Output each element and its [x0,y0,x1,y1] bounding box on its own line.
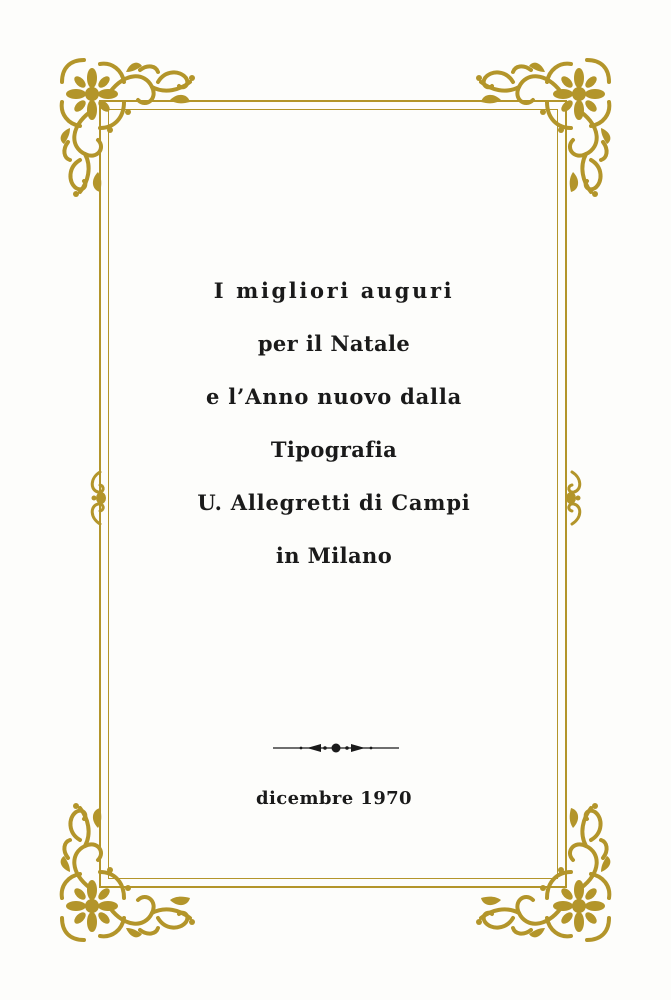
floral-scroll-corner-icon [463,42,631,210]
scroll-side-ornament-icon [564,468,586,528]
floral-scroll-corner-icon [463,790,631,958]
floral-scroll-corner-icon [40,42,208,210]
greeting-line: I migliori auguri [213,278,455,303]
scroll-side-ornament-icon [86,468,108,528]
card-date: dicembre 1970 [256,788,412,809]
greeting-line: e l’Anno nuovo dalla [205,384,463,409]
greeting-line: U. Allegretti di Campi [197,490,471,515]
greeting-line: Tipografia [270,437,398,462]
greeting-line: in Milano [275,543,393,568]
greeting-line: per il Natale [257,331,411,356]
diamond-dot-divider-icon [271,741,401,755]
floral-scroll-corner-icon [40,790,208,958]
